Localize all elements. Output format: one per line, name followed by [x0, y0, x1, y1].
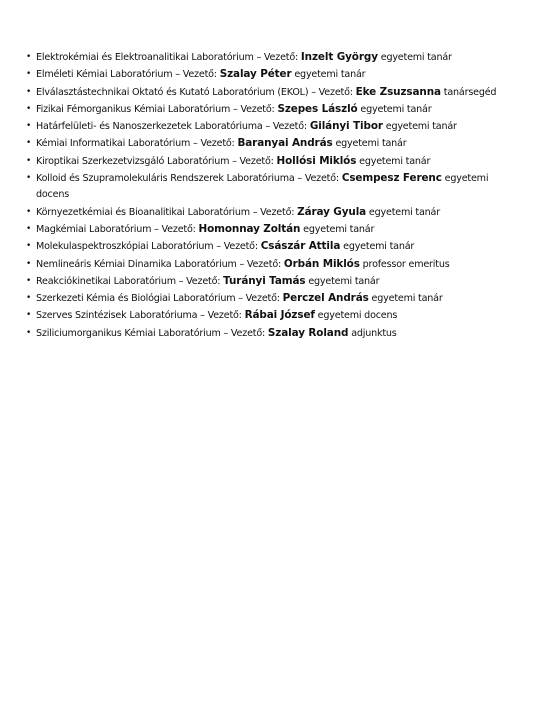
list-item: [26, 290, 512, 307]
leader-name: Szepes László: [277, 102, 358, 115]
bullet-icon: •: [26, 206, 32, 217]
bullet-icon: •: [26, 103, 32, 114]
leader-separator: – Vezető:: [230, 103, 278, 115]
list-item: [26, 153, 512, 170]
leader-separator: – Vezető:: [294, 173, 342, 185]
leader-separator: – Vezető:: [308, 86, 356, 98]
leader-name: Hollósi Miklós: [276, 154, 357, 167]
laboratory-list: [26, 49, 512, 342]
leader-separator: – Vezető:: [249, 206, 298, 218]
leader-separator: – Vezető:: [229, 155, 277, 167]
list-item: [26, 238, 512, 255]
leader-separator: – Vezető:: [235, 293, 283, 305]
list-item: [26, 84, 512, 101]
lab-name: Elméleti Kémiai Laboratórium: [36, 69, 173, 81]
leader-name: Szalay Péter: [219, 68, 292, 81]
lab-name: Kolloid és Szupramolekuláris Rendszerek Laboratóriuma: [36, 173, 295, 185]
leader-name: Inzelt György: [300, 51, 378, 63]
list-item: [26, 256, 512, 273]
leader-role: egyetemi tanár: [377, 52, 452, 63]
leader-separator: – Vezető:: [190, 138, 238, 150]
lab-name: Szerves Szintézisek Laboratóriuma: [36, 310, 198, 322]
leader-name: Turányi Tamás: [223, 274, 306, 287]
leader-name: Csempesz Ferenc: [341, 172, 442, 185]
lab-name: Kiroptikai Szerkezetvizsgáló Laboratórium: [36, 155, 230, 167]
leader-role: egyetemi tanár: [357, 103, 432, 115]
lab-name: Reakciókinetikai Laboratórium: [36, 275, 176, 287]
bullet-icon: •: [26, 293, 32, 304]
list-item: [26, 204, 512, 221]
bullet-icon: •: [26, 86, 32, 97]
lab-name: Molekulaspektroszkópiai Laboratórium: [36, 241, 214, 253]
leader-role: egyetemi tanár: [382, 121, 457, 133]
list-item: [26, 66, 512, 83]
leader-name: Záray Gyula: [297, 205, 367, 218]
lab-name: Fizikai Fémorganikus Kémiai Laboratórium: [36, 103, 231, 115]
bullet-icon: •: [26, 121, 32, 132]
list-item: [26, 325, 512, 342]
lab-name: Nemlineáris Kémiai Dinamika Laboratórium: [36, 258, 237, 270]
list-item: [26, 170, 512, 204]
leader-name: Eke Zsuzsanna: [355, 85, 441, 98]
leader-separator: – Vezető:: [213, 241, 261, 253]
leader-name: Szalay Roland: [267, 326, 349, 339]
leader-role: egyetemi tanár: [332, 138, 407, 150]
lab-name: Magkémiai Laboratórium: [36, 223, 152, 235]
bullet-icon: •: [26, 173, 32, 184]
leader-separator: – Vezető:: [172, 69, 220, 81]
bullet-icon: •: [26, 275, 32, 286]
lab-name: Kémiai Informatikai Laboratórium: [36, 138, 191, 150]
bullet-icon: •: [26, 69, 32, 80]
leader-role: adjunktus: [348, 327, 397, 339]
bullet-icon: •: [26, 310, 32, 321]
list-item: [26, 49, 512, 66]
leader-separator: – Vezető:: [220, 327, 268, 339]
leader-role: professor emeritus: [359, 258, 450, 270]
leader-role: egyetemi tanár: [300, 223, 375, 235]
leader-separator: – Vezető:: [151, 223, 199, 235]
leader-separator: – Vezető:: [236, 258, 284, 270]
list-item: [26, 135, 512, 152]
leader-name: Baranyai András: [237, 137, 333, 150]
bullet-icon: •: [26, 327, 32, 338]
bullet-icon: •: [26, 52, 32, 62]
leader-role: egyetemi tanár: [356, 155, 431, 167]
bullet-icon: •: [26, 258, 32, 269]
leader-role: egyetemi docens: [314, 310, 398, 322]
leader-role: egyetemi tanár: [340, 241, 415, 253]
leader-separator: – Vezető:: [197, 310, 245, 322]
bullet-icon: •: [26, 138, 32, 149]
bullet-icon: •: [26, 223, 32, 234]
leader-name: Perczel András: [282, 292, 369, 305]
list-item: [26, 221, 512, 238]
list-item: [26, 101, 512, 118]
leader-name: Császár Attila: [260, 240, 341, 253]
leader-name: Orbán Miklós: [283, 257, 360, 270]
lab-name: Elválasztástechnikai Oktató és Kutató Laboratórium (EKOL): [36, 86, 309, 98]
lab-name: Határfelületi- és Nanoszerkezetek Laboratóriuma: [36, 121, 263, 133]
leader-separator: – Vezető:: [175, 275, 224, 287]
lab-name: Elektrokémiai és Elektroanalitikai Laboratórium: [36, 52, 254, 63]
leader-name: Gilányi Tibor: [309, 120, 383, 133]
leader-role: egyetemi tanár: [368, 293, 443, 305]
lab-name: Környezetkémiai és Bioanalitikai Laboratórium: [36, 206, 250, 218]
leader-name: Homonnay Zoltán: [198, 222, 301, 235]
leader-role: egyetemi tanár: [291, 69, 366, 81]
leader-separator: – Vezető:: [262, 121, 310, 133]
leader-role: egyetemi tanár: [305, 275, 380, 287]
leader-role: egyetemi docens: [36, 173, 489, 201]
leader-separator: – Vezető:: [253, 52, 301, 63]
leader-role: tanársegéd: [440, 86, 497, 98]
bullet-icon: •: [26, 241, 32, 252]
lab-name: Szerkezeti Kémia és Biológiai Laboratórium: [36, 293, 236, 305]
leader-name: Rábai József: [244, 309, 315, 322]
bullet-icon: •: [26, 155, 32, 166]
leader-role: egyetemi tanár: [366, 206, 440, 218]
list-item: [26, 307, 512, 324]
list-item: [26, 118, 512, 135]
list-item: [26, 273, 512, 290]
lab-name: Sziliciumorganikus Kémiai Laboratórium: [36, 327, 221, 339]
